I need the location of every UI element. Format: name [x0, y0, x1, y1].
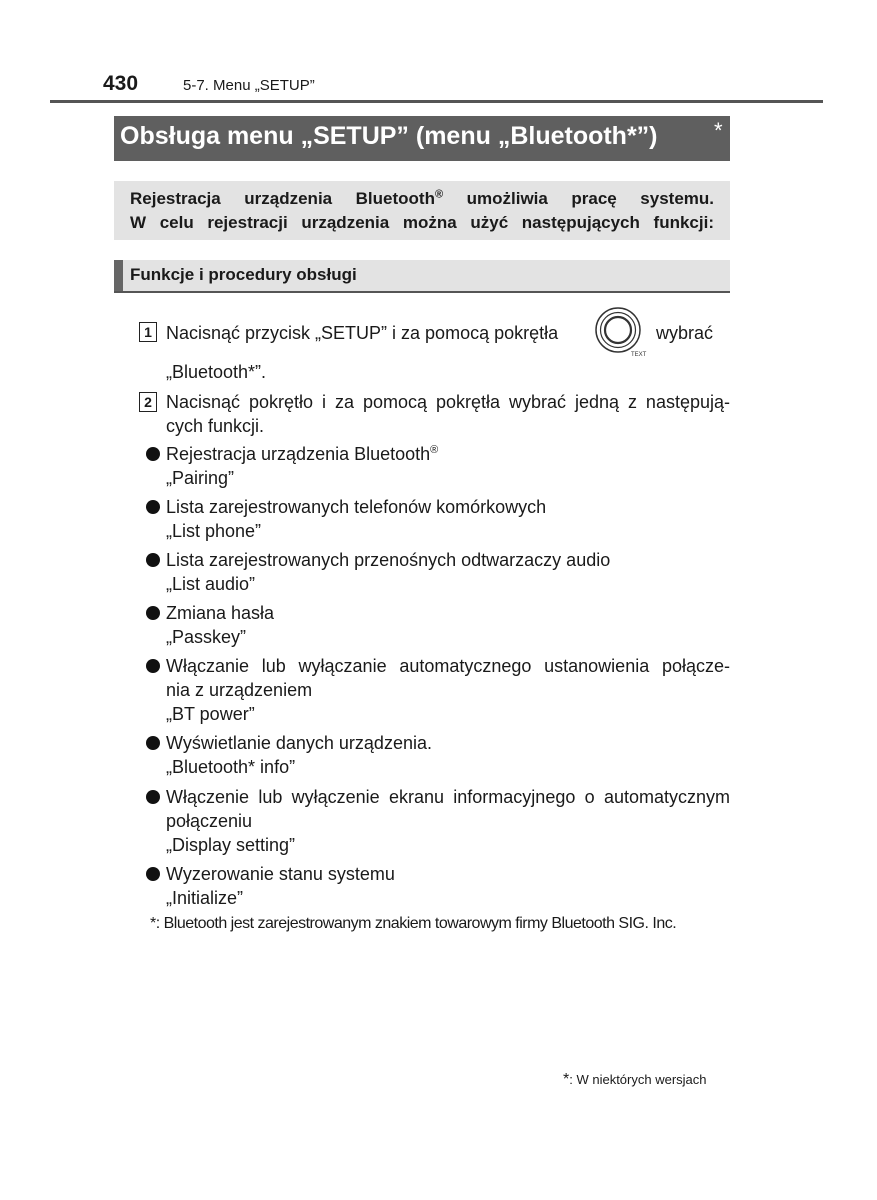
function-item-8-line-1: Wyzerowanie stanu systemu: [166, 864, 395, 884]
bullet-icon: [146, 867, 160, 881]
function-item-5-line-3: „BT power”: [166, 704, 255, 724]
function-item-4-line-2: „Passkey”: [166, 627, 247, 647]
intro-line-1: Rejestracja urządzenia Bluetooth® umożliwia pracę systemu.: [130, 188, 715, 208]
function-item-3-line-2: „List audio”: [166, 574, 256, 594]
step-2-line-1: Nacisnąć pokrętło i za pomocą pokrętła wybrać jedną z następują-: [166, 392, 730, 412]
dial-icon: [592, 304, 652, 360]
step-1-line-1a: Nacisnąć przycisk „SETUP” i za pomocą pokrętła: [166, 323, 559, 343]
bullet-icon: [146, 447, 160, 461]
bullet-icon: [146, 606, 160, 620]
step-number-1: 1: [139, 322, 157, 342]
step-number-2: 2: [139, 392, 157, 412]
bullet-icon: [146, 790, 160, 804]
function-item-8-line-2: „Initialize”: [166, 888, 244, 908]
function-item-1-line-1: Rejestracja urządzenia Bluetooth®: [166, 444, 439, 464]
function-item-7-line-3: „Display setting”: [166, 835, 296, 855]
page-number: 430: [103, 72, 139, 95]
trademark-footnote: *: Bluetooth jest zarejestrowanym znakiem towarowym firmy Bluetooth SIG. Inc.: [150, 915, 677, 932]
function-item-6-line-2: „Bluetooth* info”: [166, 757, 296, 777]
function-item-1-line-2: „Pairing”: [166, 468, 235, 488]
function-item-2-line-1: Lista zarejestrowanych telefonów komórkowych: [166, 497, 547, 517]
bullet-icon: [146, 736, 160, 750]
step-2-line-2: cych funkcji.: [166, 416, 265, 436]
function-item-5-line-2: nia z urządzeniem: [166, 680, 313, 700]
bottom-note: *: W niektórych wersjach: [563, 1071, 707, 1088]
function-item-4-line-1: Zmiana hasła: [166, 603, 275, 623]
step-1-line-1b: wybrać: [656, 323, 714, 343]
function-item-6-line-1: Wyświetlanie danych urządzenia.: [166, 733, 432, 753]
title-asterisk: *: [714, 118, 723, 143]
function-item-7-line-2: połączeniu: [166, 811, 253, 831]
section-title: Obsługa menu „SETUP” (menu „Bluetooth*”): [120, 122, 658, 150]
function-item-2-line-2: „List phone”: [166, 521, 262, 541]
function-item-5-line-1: Włączanie lub wyłączanie automatycznego ustanowienia połącze-: [166, 656, 730, 676]
dial-icon-label: TEXT: [631, 352, 647, 358]
function-item-7-line-1: Włączenie lub wyłączenie ekranu informacyjnego o automatycznym: [166, 787, 730, 807]
intro-line-2: W celu rejestracji urządzenia można użyć następujących funkcji:: [130, 213, 714, 232]
subheading-text: Funkcje i procedury obsługi: [130, 265, 357, 284]
bullet-icon: [146, 500, 160, 514]
section-reference: 5-7. Menu „SETUP”: [183, 77, 315, 94]
function-item-3-line-1: Lista zarejestrowanych przenośnych odtwarzaczy audio: [166, 550, 611, 570]
step-1-line-2: „Bluetooth*”.: [166, 362, 267, 382]
bullet-icon: [146, 553, 160, 567]
bullet-icon: [146, 659, 160, 673]
